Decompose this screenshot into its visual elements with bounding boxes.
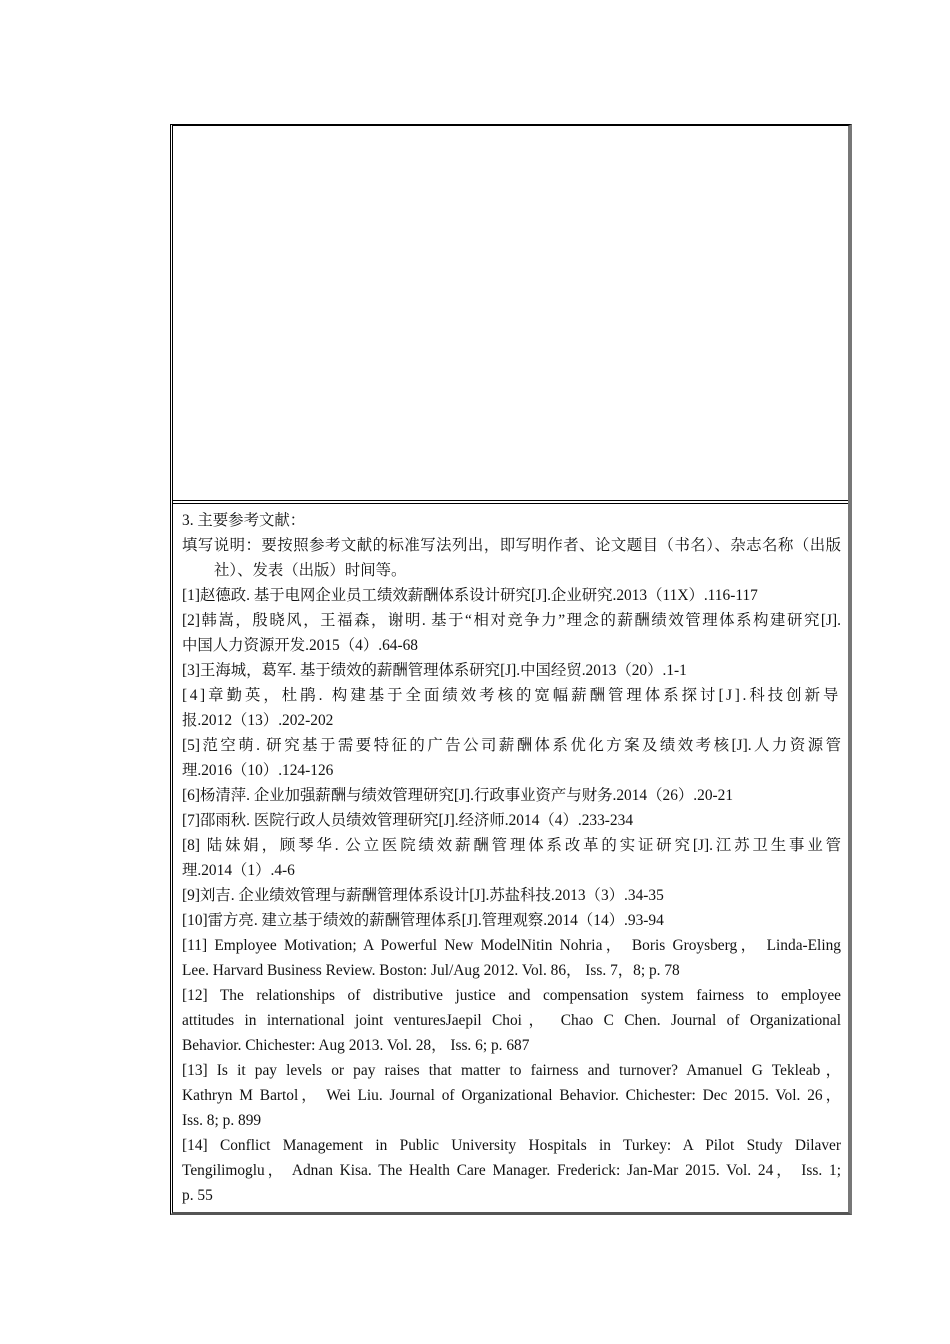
reference-item-2 (182, 608, 841, 658)
reference-item-5 (182, 733, 841, 783)
reference-line: [14] Conflict Management in Public University Hospitals in Turkey: A Pilot Study Dilaver (182, 1137, 841, 1154)
reference-line: [13] Is it pay levels or pay raises that matter to fairness and turnover? Amanuel G Tekleab， (182, 1062, 841, 1079)
reference-line: attitudes in international joint venturesJaepil Choi， Chao C Chen. Journal of Organizational (182, 1012, 841, 1029)
reference-item-10 (182, 908, 841, 933)
reference-item-11 (182, 933, 841, 983)
reference-line: [12] The relationships of distributive justice and compensation system fairness to employee (182, 987, 841, 1004)
reference-line: [5]范空萌. 研究基于需要特征的广告公司薪酬体系优化方案及绩效考核[J].人力资源管 (182, 737, 841, 754)
reference-line: [1]赵德政. 基于电网企业员工绩效薪酬体系设计研究[J].企业研究.2013（11X）.116-117 (182, 587, 758, 604)
reference-line: [6]杨清萍. 企业加强薪酬与绩效管理研究[J].行政事业资产与财务.2014（26）.20-21 (182, 787, 734, 804)
reference-line: 理.2016（10）.124-126 (182, 762, 334, 779)
instruction-text-line-1: 填写说明：要按照参考文献的标准写法列出，即写明作者、论文题目（书名）、杂志名称（出版 (182, 537, 841, 554)
reference-item-14 (182, 1133, 841, 1208)
form-table (170, 124, 852, 1215)
reference-line: 中国人力资源开发.2015（4）.64-68 (182, 637, 418, 654)
reference-line: Tengilimoglu， Adnan Kisa. The Health Care Manager. Frederick: Jan-Mar 2015. Vol. 24， Iss. 1; (182, 1162, 841, 1179)
reference-item-1 (182, 583, 841, 608)
reference-line: 报.2012（13）.202-202 (182, 712, 334, 729)
reference-line: [9]刘吉. 企业绩效管理与薪酬管理体系设计[J].苏盐科技.2013（3）.34-35 (182, 887, 664, 904)
reference-item-4 (182, 683, 841, 733)
reference-line: [10]雷方亮. 建立基于绩效的薪酬管理体系[J].管理观察.2014（14）.93-94 (182, 912, 664, 929)
reference-line: 理.2014（1）.4-6 (182, 862, 295, 879)
reference-item-13 (182, 1058, 841, 1133)
reference-line: p. 55 (182, 1187, 213, 1204)
blank-content-cell (173, 126, 848, 504)
reference-line: Behavior. Chichester: Aug 2013. Vol. 28， Iss. 6; p. 687 (182, 1037, 530, 1054)
instruction-text-line-2: 社）、发表（出版）时间等。 (214, 562, 407, 579)
reference-line: [2]韩嵩，殷晓风，王福森，谢明. 基于“相对竞争力”理念的薪酬绩效管理体系构建研究[J]. (182, 612, 841, 629)
reference-line: Lee. Harvard Business Review. Boston: Jul/Aug 2012. Vol. 86， Iss. 7，8; p. 78 (182, 962, 680, 979)
reference-item-6 (182, 783, 841, 808)
reference-line: Kathryn M Bartol， Wei Liu. Journal of Organizational Behavior. Chichester: Dec 2015. Vol. 26， (182, 1087, 841, 1104)
reference-line: [3]王海城，葛军. 基于绩效的薪酬管理体系研究[J].中国经贸.2013（20）.1-1 (182, 662, 687, 679)
reference-line: [8] 陆妹娟，顾琴华. 公立医院绩效薪酬管理体系改革的实证研究[J].江苏卫生事业管 (182, 837, 841, 854)
reference-item-3 (182, 658, 841, 683)
reference-item-9 (182, 883, 841, 908)
references-cell (173, 504, 848, 1212)
reference-item-7 (182, 808, 841, 833)
reference-line: [7]邵雨秋. 医院行政人员绩效管理研究[J].经济师.2014（4）.233-234 (182, 812, 634, 829)
reference-line: [4]章勤英，杜鹃. 构建基于全面绩效考核的宽幅薪酬管理体系探讨[J].科技创新导 (182, 687, 841, 704)
reference-item-12 (182, 983, 841, 1058)
reference-line: Iss. 8; p. 899 (182, 1112, 262, 1129)
section-heading: 3. 主要参考文献： (182, 512, 306, 529)
reference-item-8 (182, 833, 841, 883)
reference-list (182, 583, 841, 1208)
reference-line: [11] Employee Motivation; A Powerful New ModelNitin Nohria， Boris Groysberg， Linda-Eling (182, 937, 841, 954)
